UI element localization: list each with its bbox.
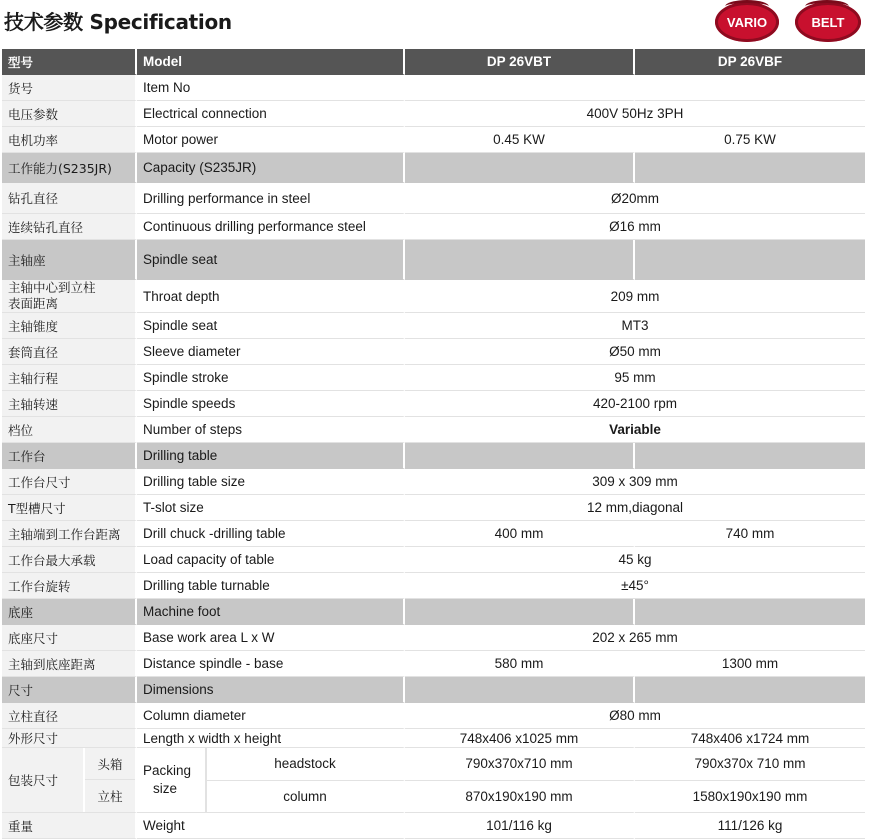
- vario-badge: [715, 2, 779, 42]
- header-en: Model: [137, 49, 405, 75]
- row-label-en: Number of steps: [137, 417, 405, 443]
- header-model-1: DP 26VBT: [405, 49, 635, 75]
- row-label-cn: 主轴座: [2, 240, 137, 280]
- row-label-en: Drill chuck -drilling table: [137, 521, 405, 547]
- value-cell-1: 748x406 x1025 mm: [405, 729, 635, 748]
- table-row: [2, 101, 865, 127]
- row-label-cn: 工作台最大承载: [2, 547, 137, 573]
- row-label-cn: 工作台尺寸: [2, 469, 137, 495]
- table-row: [2, 495, 865, 521]
- row-label-cn: 立柱直径: [2, 703, 137, 729]
- row-label-cn: 主轴锥度: [2, 313, 137, 339]
- row-label-cn: 底座尺寸: [2, 625, 137, 651]
- page-title: 技术参数 Specification: [4, 10, 232, 34]
- row-label-cn: 外形尺寸: [2, 729, 137, 748]
- table-row: [2, 417, 865, 443]
- vario-badge-label: VARIO: [726, 14, 768, 30]
- table-row: [2, 75, 865, 101]
- packing-cn-cell: [2, 748, 137, 813]
- section-row: [2, 240, 865, 280]
- value-cell: 12 mm,diagonal: [405, 495, 865, 521]
- value-cell-2: [635, 75, 865, 101]
- row-label-cn: 工作台旋转: [2, 573, 137, 599]
- row-label-cn: 底座: [2, 599, 137, 625]
- row-label-en: Spindle speeds: [137, 391, 405, 417]
- section-row: [2, 599, 865, 625]
- value-cell: Ø20mm: [405, 183, 865, 214]
- row-label-cn: 档位: [2, 417, 137, 443]
- table-row: [2, 729, 865, 748]
- table-row: [2, 214, 865, 240]
- spec-table: [2, 49, 865, 839]
- table-header: [2, 49, 865, 75]
- row-label-cn: 套筒直径: [2, 339, 137, 365]
- row-label-en: Spindle seat: [137, 313, 405, 339]
- row-label-cn: 钻孔直径: [2, 183, 137, 214]
- value-cell-1: 580 mm: [405, 651, 635, 677]
- row-label-cn-line: 表面距离: [8, 296, 59, 311]
- value-cell: MT3: [405, 313, 865, 339]
- value-cell-2: 1300 mm: [635, 651, 865, 677]
- value-cell: ±45°: [405, 573, 865, 599]
- row-label-en: Spindle stroke: [137, 365, 405, 391]
- row-label-cn-line: 主轴中心到立柱: [8, 280, 96, 295]
- table-row: [2, 391, 865, 417]
- row-label-en: Capacity (S235JR): [137, 153, 405, 183]
- column-label-en: column: [207, 781, 405, 814]
- row-label-cn: 工作能力(S235JR): [2, 153, 137, 183]
- value-cell: [635, 677, 865, 703]
- table-row: [2, 703, 865, 729]
- row-label-en: Column diameter: [137, 703, 405, 729]
- value-cell: [635, 153, 865, 183]
- value-cell: 309 x 309 mm: [405, 469, 865, 495]
- value-cell-2: 748x406 x1724 mm: [635, 729, 865, 748]
- value-cell-2: 0.75 KW: [635, 127, 865, 153]
- value-cell: Ø16 mm: [405, 214, 865, 240]
- row-label-cn: 电压参数: [2, 101, 137, 127]
- row-label-en: Drilling performance in steel: [137, 183, 405, 214]
- table-row: [2, 183, 865, 214]
- table-row: [2, 547, 865, 573]
- table-row: [2, 625, 865, 651]
- row-label-en: Spindle seat: [137, 240, 405, 280]
- value-cell: [635, 599, 865, 625]
- value-cell-1: [405, 75, 635, 101]
- swoosh-icon: [725, 0, 769, 13]
- value-cell: Variable: [405, 417, 865, 443]
- row-label-en: Sleeve diameter: [137, 339, 405, 365]
- row-label-cn: 工作台: [2, 443, 137, 469]
- table-row: [2, 313, 865, 339]
- value-cell-2: 740 mm: [635, 521, 865, 547]
- value-cell: 202 x 265 mm: [405, 625, 865, 651]
- table-row: [2, 651, 865, 677]
- table-row: [2, 573, 865, 599]
- row-label-en: Electrical connection: [137, 101, 405, 127]
- value-cell-1: 400 mm: [405, 521, 635, 547]
- value-cell: [405, 599, 635, 625]
- headstock-label-en: headstock: [207, 748, 405, 781]
- row-label-en: Dimensions: [137, 677, 405, 703]
- value-cell-2: 1580x190x190 mm: [635, 781, 865, 814]
- section-row: [2, 677, 865, 703]
- table-row: [2, 748, 865, 781]
- row-label-cn: T型槽尺寸: [2, 495, 137, 521]
- row-label-cn: 主轴行程: [2, 365, 137, 391]
- headstock-label-cn: 头箱: [85, 748, 135, 780]
- row-label-en: Drilling table turnable: [137, 573, 405, 599]
- row-label-cn: 主轴到底座距离: [2, 651, 137, 677]
- row-label-en: Drilling table size: [137, 469, 405, 495]
- swoosh-icon: [805, 0, 849, 13]
- row-label-en: Weight: [137, 813, 405, 839]
- row-label-cn: 主轴转速: [2, 391, 137, 417]
- row-label-cn: 连续钻孔直径: [2, 214, 137, 240]
- value-cell: 400V 50Hz 3PH: [405, 101, 865, 127]
- value-cell: 420-2100 rpm: [405, 391, 865, 417]
- row-label-en: Load capacity of table: [137, 547, 405, 573]
- row-label-en: T-slot size: [137, 495, 405, 521]
- value-cell: 95 mm: [405, 365, 865, 391]
- row-label-cn: 货号: [2, 75, 137, 101]
- value-cell-1: 0.45 KW: [405, 127, 635, 153]
- row-label-en: Item No: [137, 75, 405, 101]
- table-row: [2, 365, 865, 391]
- table-row: [2, 521, 865, 547]
- section-row: [2, 153, 865, 183]
- row-label-cn: [2, 280, 137, 313]
- table-row: [2, 280, 865, 313]
- belt-badge: [795, 2, 861, 42]
- value-cell: [635, 240, 865, 280]
- row-label-cn: 重量: [2, 813, 137, 839]
- value-cell: Ø80 mm: [405, 703, 865, 729]
- header-model-2: DP 26VBF: [635, 49, 865, 75]
- value-cell-2: 790x370x 710 mm: [635, 748, 865, 781]
- value-cell: [635, 443, 865, 469]
- row-label-cn: 电机功率: [2, 127, 137, 153]
- value-cell-1: 870x190x190 mm: [405, 781, 635, 814]
- value-cell: 45 kg: [405, 547, 865, 573]
- value-cell: [405, 153, 635, 183]
- belt-badge-label: BELT: [811, 14, 845, 30]
- row-label-en: Length x width x height: [137, 729, 405, 748]
- packing-label-line: Packing: [143, 763, 192, 778]
- row-label-en: Base work area L x W: [137, 625, 405, 651]
- value-cell: [405, 443, 635, 469]
- row-label-en: Continuous drilling performance steel: [137, 214, 405, 240]
- packing-label-en: [137, 748, 207, 813]
- header-cn: 型号: [2, 49, 137, 75]
- table-row: [2, 127, 865, 153]
- row-label-cn: 尺寸: [2, 677, 137, 703]
- table-row: [2, 339, 865, 365]
- row-label-en: Throat depth: [137, 280, 405, 313]
- value-cell-1: 790x370x710 mm: [405, 748, 635, 781]
- column-label-cn: 立柱: [85, 780, 135, 812]
- table-row: [2, 469, 865, 495]
- row-label-cn: 主轴端到工作台距离: [2, 521, 137, 547]
- row-label-en: Distance spindle - base: [137, 651, 405, 677]
- packing-label-line: size: [153, 781, 178, 796]
- value-cell: [405, 677, 635, 703]
- value-cell: [405, 240, 635, 280]
- table-row: [2, 813, 865, 839]
- value-cell-2: 111/126 kg: [635, 813, 865, 839]
- row-label-en: Drilling table: [137, 443, 405, 469]
- row-label-en: Machine foot: [137, 599, 405, 625]
- value-cell-1: 101/116 kg: [405, 813, 635, 839]
- value-cell: 209 mm: [405, 280, 865, 313]
- section-row: [2, 443, 865, 469]
- packing-label-cn: 包装尺寸: [2, 748, 85, 812]
- value-cell: Ø50 mm: [405, 339, 865, 365]
- row-label-en: Motor power: [137, 127, 405, 153]
